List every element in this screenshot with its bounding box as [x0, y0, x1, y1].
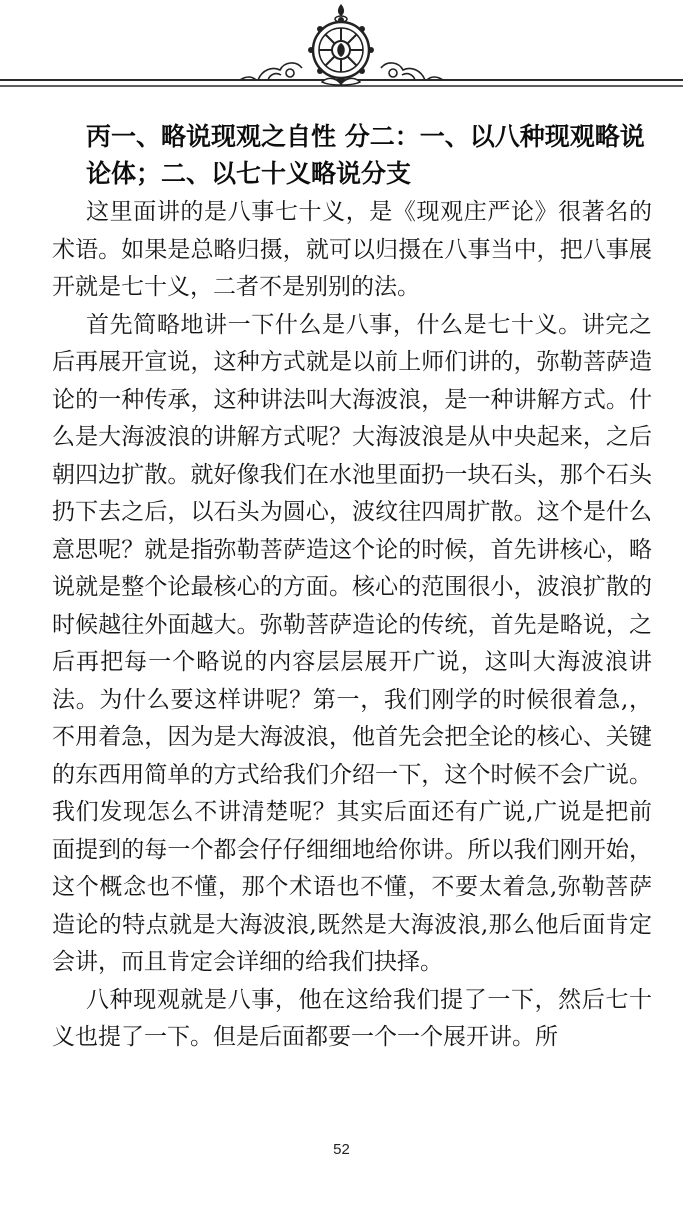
body-paragraph-3: 八种现观就是八事，他在这给我们提了一下，然后七十义也提了一下。但是后面都要一个一个展开讲。所 — [52, 986, 652, 1050]
body-paragraph-2: 首先简略地讲一下什么是八事，什么是七十义。讲完之后再展开宣说，这种方式就是以前上师们讲的，弥勒菩萨造论的一种传承，这种讲法叫大海波浪，是一种讲解方式。什么是大海波浪的讲解方式呢？大海波浪是从中央起来，之后朝四边扩散。就好像我们在水池里面扔一块石头，那个石头扔下去之后，以石头为圆心，波纹往四周扩散。这个是什么意思呢？就是指弥勒菩萨造这个论的时候，首先讲核心，略说就是整个论最核心的方面。核心的范围很小，波浪扩散的时候越往外面越大。弥勒菩萨造论的传统，首先是略说，之后再把每一个略说的内容层层展开广说，这叫大海波浪讲法。为什么要这样讲呢？第一，我们刚学的时候很着急,，不用着急，因为是大海波浪，他首先会把全论的核心、关键的东西用简单的方式给我们介绍一下，这个时候不会广说。我们发现怎么不讲清楚呢？其实后面还有广说,广说是把前面提到的每一个都会仔仔细细地给你讲。所以我们刚开始，这个概念也不懂，那个术语也不懂，不要太着急,弥勒菩萨造论的特点就是大海波浪,既然是大海波浪,那么他后面肯定会讲，而且肯定会详细的给我们抉择。 — [52, 311, 652, 975]
page-header — [0, 0, 683, 105]
left-cloud-icon — [240, 63, 302, 80]
page-number: 52 — [333, 1141, 350, 1158]
right-cloud-icon — [381, 63, 443, 80]
header-ornament — [0, 0, 683, 105]
body-paragraph-1: 这里面讲的是八事七十义，是《现观庄严论》很著名的术语。如果是总略归摄，就可以归摄在八事当中，把八事展开就是七十义，二者不是别别的法。 — [52, 199, 652, 300]
page-body — [52, 118, 652, 1057]
dharma-wheel-icon — [308, 4, 374, 85]
section-heading: 丙一、略说现观之自性 分二：一、以八种现观略说论体；二、以七十义略说分支 — [86, 122, 645, 188]
